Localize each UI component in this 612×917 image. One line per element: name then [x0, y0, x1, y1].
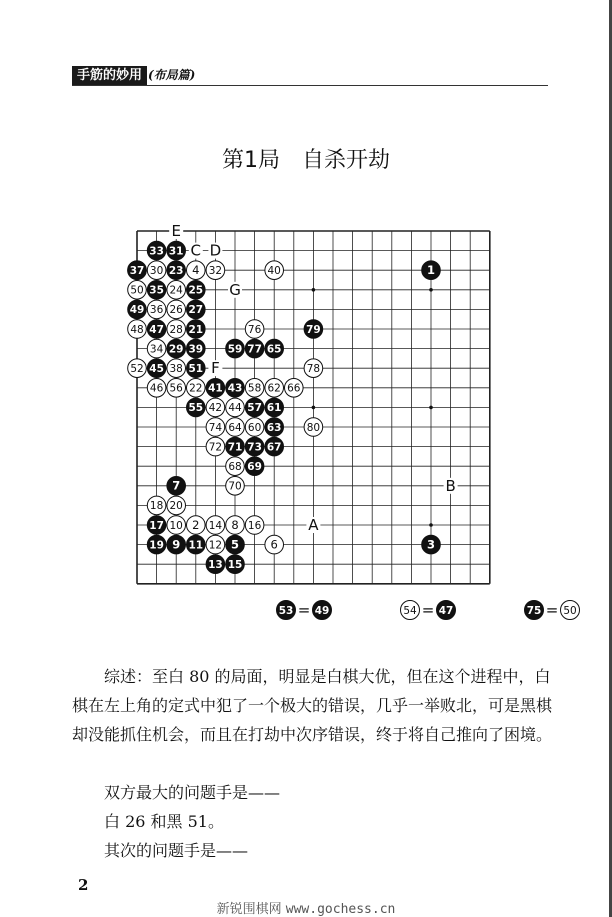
move-number: 69 — [247, 461, 262, 473]
move-number: 14 — [208, 519, 223, 532]
move-number: 8 — [231, 517, 239, 532]
move-number: 40 — [267, 265, 281, 277]
page-number: 2 — [78, 876, 89, 894]
move-number: 55 — [188, 402, 204, 415]
go-board-diagram — [120, 220, 577, 630]
move-number: 15 — [227, 559, 243, 571]
star-point — [312, 288, 316, 292]
move-number: 61 — [266, 402, 282, 415]
move-number: 65 — [266, 343, 282, 356]
note-number: 75 — [526, 604, 542, 617]
note-number: 53 — [278, 604, 294, 617]
problem-line-2: 白 26 和黑 51。 — [104, 812, 224, 831]
move-number: 57 — [247, 402, 262, 415]
move-number: 37 — [129, 265, 145, 277]
star-point — [429, 406, 433, 410]
equals-sign: = — [421, 601, 435, 619]
board-label: F — [211, 359, 220, 378]
move-number: 7 — [172, 478, 181, 493]
note-number: 47 — [438, 604, 454, 617]
move-number: 25 — [188, 284, 204, 297]
move-number: 5 — [230, 537, 240, 552]
move-number: 3 — [426, 537, 436, 552]
equals-sign: = — [297, 601, 311, 619]
move-number: 6 — [270, 537, 278, 552]
move-number: 51 — [188, 363, 204, 375]
move-number: 76 — [247, 323, 262, 336]
move-number: 29 — [168, 343, 184, 356]
note-number: 54 — [403, 604, 417, 617]
move-number: 64 — [228, 421, 242, 434]
move-number: 9 — [172, 537, 181, 552]
move-number: 56 — [169, 382, 183, 395]
move-number: 49 — [129, 304, 145, 317]
move-number: 28 — [169, 323, 183, 336]
star-point — [429, 288, 433, 292]
footer — [0, 898, 612, 917]
move-number: 68 — [228, 461, 242, 473]
move-number: 72 — [208, 441, 223, 454]
move-number: 18 — [149, 500, 164, 513]
move-number: 32 — [208, 265, 223, 277]
star-point — [429, 523, 433, 527]
move-number: 33 — [149, 245, 164, 258]
move-number: 12 — [208, 539, 223, 552]
board-label: B — [445, 476, 456, 495]
footer-url: www.gochess.cn — [285, 902, 396, 917]
move-number: 2 — [192, 517, 200, 532]
move-number: 78 — [306, 363, 321, 375]
move-number: 67 — [266, 441, 282, 454]
move-number: 41 — [208, 382, 223, 395]
move-number: 17 — [149, 519, 164, 532]
move-number: 10 — [169, 519, 183, 532]
move-number: 70 — [228, 480, 242, 493]
move-number: 13 — [208, 559, 223, 571]
move-number: 58 — [247, 382, 262, 395]
move-number: 26 — [169, 304, 183, 317]
move-number: 46 — [149, 382, 164, 395]
equals-sign: = — [545, 601, 559, 619]
summary-text: 至白 80 的局面，明显是白棋大优，但在这个进程中，白棋在左上角的定式中犯了一个极大的错误，几乎一举败北，可是黑棋却没能抓住机会，而且在打劫中次序错误，终于将自己推向了困境。 — [72, 667, 553, 744]
board-label: E — [171, 222, 181, 240]
move-number: 1 — [426, 263, 436, 277]
move-number: 4 — [192, 263, 200, 277]
move-number: 11 — [188, 539, 204, 552]
note-number: 49 — [314, 604, 330, 617]
move-number: 66 — [287, 382, 301, 395]
move-number: 48 — [130, 323, 144, 336]
move-number: 34 — [149, 343, 164, 356]
move-number: 71 — [227, 441, 243, 454]
move-number: 24 — [169, 284, 183, 297]
move-number: 52 — [130, 363, 144, 375]
move-number: 80 — [306, 421, 321, 434]
board-label: C — [190, 241, 202, 260]
move-number: 39 — [188, 343, 204, 356]
problem-line-1: 双方最大的问题手是—— — [104, 783, 281, 802]
move-number: 21 — [188, 323, 204, 336]
move-number: 27 — [188, 304, 204, 317]
summary-label: 综述： — [104, 667, 153, 686]
move-number: 22 — [189, 382, 203, 395]
note-number: 50 — [563, 604, 577, 617]
board-label: D — [209, 241, 222, 260]
board-label: G — [229, 280, 241, 299]
move-number: 35 — [149, 284, 164, 297]
move-number: 60 — [247, 421, 262, 434]
move-number: 16 — [247, 519, 262, 532]
header-rule — [72, 85, 548, 86]
game-title: 第1局 自杀开劫 — [222, 148, 390, 173]
footer-site: 新锐围棋网 — [216, 902, 282, 917]
move-number: 42 — [208, 402, 223, 415]
move-number: 20 — [169, 500, 183, 513]
star-point — [312, 406, 316, 410]
board-label: A — [308, 516, 319, 534]
move-number: 79 — [306, 323, 321, 336]
move-number: 73 — [247, 441, 262, 454]
move-number: 50 — [130, 284, 144, 297]
move-number: 30 — [149, 265, 164, 277]
move-number: 74 — [208, 421, 223, 434]
problem-line-3: 其次的问题手是—— — [104, 841, 249, 860]
move-number: 44 — [228, 402, 242, 415]
move-number: 19 — [149, 539, 164, 552]
move-number: 47 — [149, 323, 164, 336]
move-number: 38 — [169, 363, 183, 375]
move-number: 36 — [149, 304, 164, 317]
move-number: 62 — [267, 382, 281, 395]
move-number: 63 — [266, 421, 282, 434]
summary-paragraph — [72, 662, 552, 749]
volume-label: (布局篇) — [148, 68, 196, 82]
move-number: 59 — [227, 343, 243, 356]
book-title-box: 手筋的妙用 — [72, 66, 147, 85]
move-number: 23 — [168, 265, 184, 277]
move-number: 31 — [168, 245, 184, 258]
move-number: 45 — [149, 363, 164, 375]
running-header — [72, 66, 548, 86]
move-number: 77 — [247, 343, 262, 356]
move-number: 43 — [227, 382, 243, 395]
